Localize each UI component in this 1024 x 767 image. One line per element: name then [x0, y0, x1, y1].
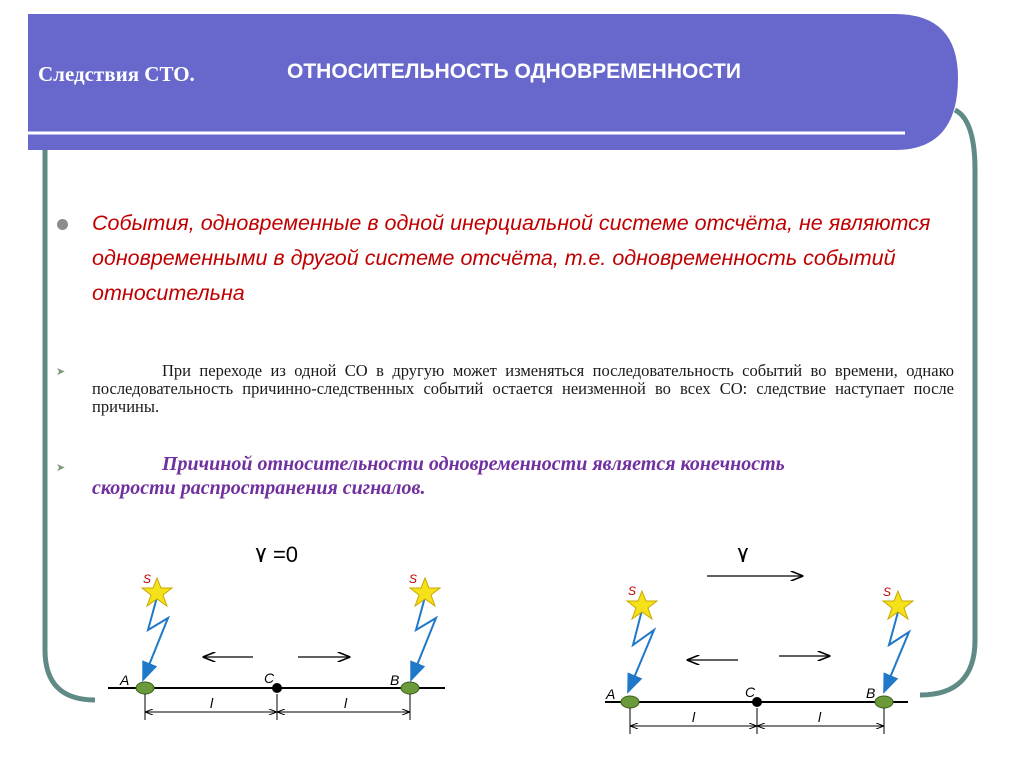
point-b-label: B: [390, 672, 400, 688]
point-b-label: B: [866, 685, 876, 701]
source-left-label: S: [628, 584, 637, 598]
source-left-label: S: [143, 572, 152, 586]
velocity-zero-formula: ٧ =0: [255, 542, 299, 567]
length-left-label: l: [692, 709, 696, 725]
section-title: Следствия СТО.: [38, 62, 195, 86]
point-a-label: A: [606, 686, 616, 702]
lightning-left-icon: [143, 597, 168, 680]
point-b-marker: [401, 682, 419, 694]
velocity-formula: ٧: [737, 542, 749, 567]
source-right-label: S: [409, 572, 418, 586]
point-c-label: C: [745, 684, 756, 700]
point-a-marker: [621, 696, 639, 708]
causality-note: При переходе из одной СО в другую может изменяться последовательность событий во времени, однако последовательность причинно-следственных событий остается неизменной во всех СО: следствие наступает после причины.: [92, 361, 954, 416]
point-a-label: A: [120, 672, 130, 688]
lightning-right-icon: [411, 597, 436, 680]
slide-title: ОТНОСИТЕЛЬНОСТЬ ОДНОВРЕМЕННОСТИ: [287, 60, 741, 83]
lightning-right-icon: [884, 612, 909, 692]
chevron-right-icon: ➤: [56, 461, 66, 474]
cause-statement: Причиной относительности одновременности является конечность скорости распространения сигналов.: [92, 453, 785, 499]
length-right-label: l: [818, 709, 822, 725]
main-statement: События, одновременные в одной инерциальной системе отсчёта, не являются одновременными в другой системе отсчёта, т.е. одновременность событий относительна: [92, 211, 931, 305]
point-c-label: C: [264, 670, 275, 686]
chevron-right-icon: ➤: [56, 365, 66, 378]
source-right-label: S: [883, 585, 892, 599]
lightning-left-icon: [628, 610, 654, 692]
length-left-label: l: [210, 695, 214, 711]
diagram-stationary: [108, 572, 445, 720]
point-a-marker: [136, 682, 154, 694]
point-b-marker: [875, 696, 893, 708]
diagram-moving: [605, 576, 913, 734]
length-right-label: l: [344, 695, 348, 711]
